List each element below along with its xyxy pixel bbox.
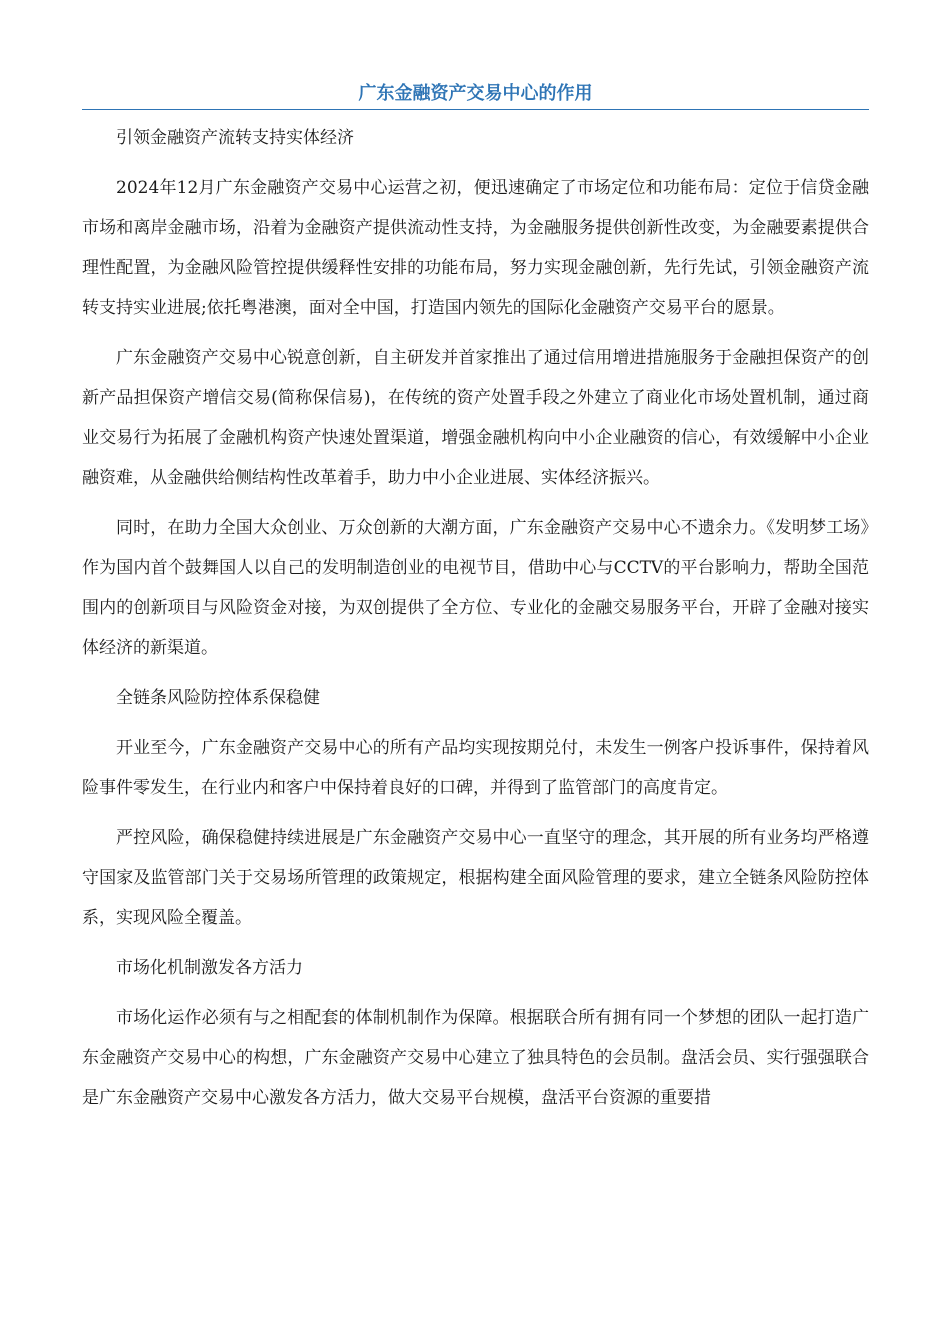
section-heading-2: 全链条风险防控体系保稳健 xyxy=(116,688,320,708)
section-heading-3: 市场化机制激发各方活力 xyxy=(116,958,303,978)
page-title: 广东金融资产交易中心的作用 xyxy=(358,83,593,104)
document-body xyxy=(82,118,869,1128)
paragraph-2: 广东金融资产交易中心锐意创新，自主研发并首家推出了通过信用增进措施服务于金融担保资产的创新产品担保资产增信交易(简称保信易)，在传统的资产处置手段之外建立了商业化市场处置机制，通过商业交易行为拓展了金融机构资产快速处置渠道，增强金融机构向中小企业融资的信心，有效缓解中小企业融资难，从金融供给侧结构性改革着手，助力中小企业进展、实体经济振兴。 xyxy=(82,348,869,488)
section-heading-1: 引领金融资产流转支持实体经济 xyxy=(116,128,354,148)
paragraph-3: 同时，在助力全国大众创业、万众创新的大潮方面，广东金融资产交易中心不遗余力。《发明梦工场》作为国内首个鼓舞国人以自己的发明制造创业的电视节目，借助中心与CCTV的平台影响力，帮助全国范围内的创新项目与风险资金对接，为双创提供了全方位、专业化的金融交易服务平台，开辟了金融对接实体经济的新渠道。 xyxy=(82,518,869,658)
paragraph-1: 2024年12月广东金融资产交易中心运营之初，便迅速确定了市场定位和功能布局：定位于信贷金融市场和离岸金融市场，沿着为金融资产提供流动性支持，为金融服务提供创新性改变，为金融要素提供合理性配置，为金融风险管控提供缓释性安排的功能布局，努力实现金融创新，先行先试，引领金融资产流转支持实业进展;依托粤港澳，面对全中国，打造国内领先的国际化金融资产交易平台的愿景。 xyxy=(82,178,869,318)
paragraph-5: 严控风险，确保稳健持续进展是广东金融资产交易中心一直坚守的理念，其开展的所有业务均严格遵守国家及监管部门关于交易场所管理的政策规定，根据构建全面风险管理的要求，建立全链条风险防控体系，实现风险全覆盖。 xyxy=(82,828,869,928)
paragraph-6: 市场化运作必须有与之相配套的体制机制作为保障。根据联合所有拥有同一个梦想的团队一起打造广东金融资产交易中心的构想，广东金融资产交易中心建立了独具特色的会员制。盘活会员、实行强强联合是广东金融资产交易中心激发各方活力，做大交易平台规模，盘活平台资源的重要措 xyxy=(82,1008,869,1108)
paragraph-4: 开业至今，广东金融资产交易中心的所有产品均实现按期兑付，未发生一例客户投诉事件，保持着风险事件零发生，在行业内和客户中保持着良好的口碑，并得到了监管部门的高度肯定。 xyxy=(82,738,869,798)
header-divider xyxy=(82,109,869,110)
